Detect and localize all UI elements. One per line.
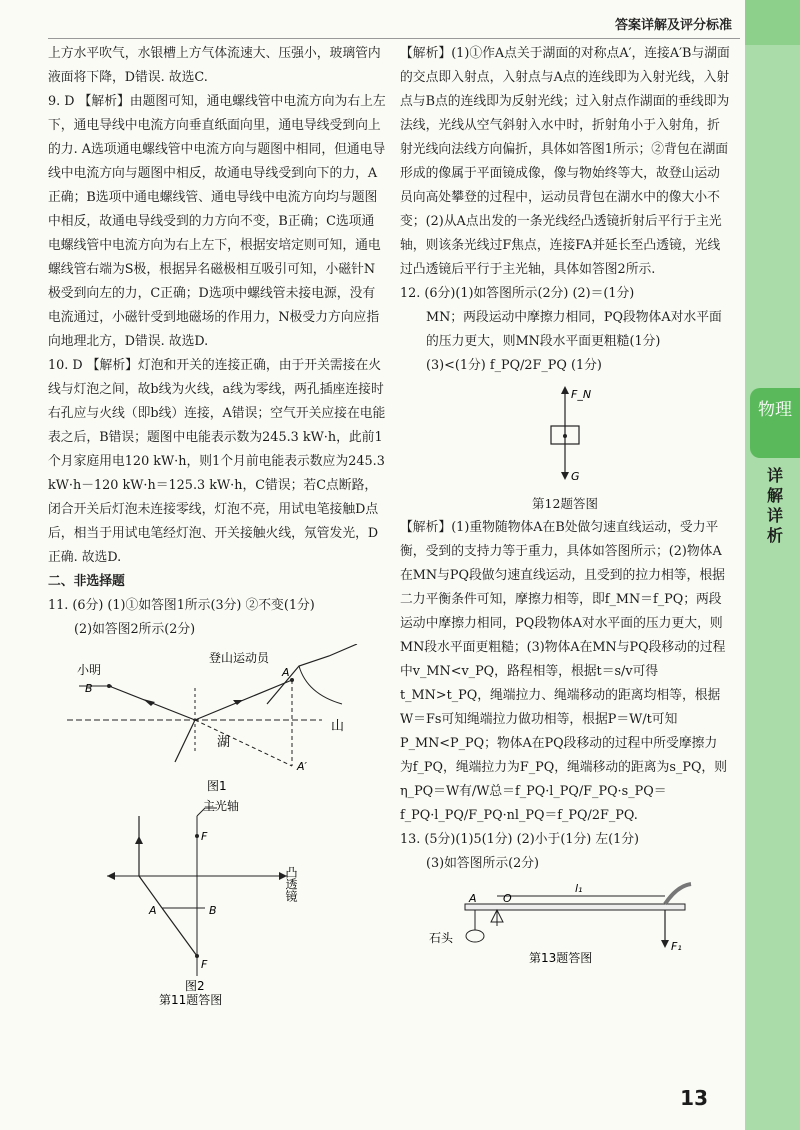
q12-line2: MN；两段运动中摩擦力相同，PQ段物体A对水平面的压力更大，则MN段水平面更粗糙(1分) xyxy=(426,310,722,349)
label-A: A xyxy=(469,892,477,905)
q11-line1: 11. (6分) (1)①如答图1所示(3分) ②不变(1分) xyxy=(48,598,315,613)
label-O: O xyxy=(503,892,512,905)
section-heading: 二、非选择题 xyxy=(48,574,125,589)
figure-11-caption: 第11题答图 xyxy=(159,993,223,1006)
label-B: B xyxy=(85,682,93,695)
right-column xyxy=(400,42,730,970)
label-F1: F₁ xyxy=(671,940,682,953)
q9-text: 9. D 【解析】由题图可知，通电螺线管中电流方向为右上左下，通电导线中电流方向垂直纸面向里，通电导线受到向上的力. A选项通电螺线管中电流方向与题图中相同，但通电导线中电流方向与题图中相反，故通电导线受到向下的力，A正确；B选项中通电螺线管、通电导线中电流方向均与题图中相反，故通电导线受到的力方向不变，B正确；C选项通电螺线管中电流方向为右上左下，根据安培定则可知，通电螺线管右端为S极，根据异名磁极相互吸引可知，小磁针N极受到向左的力，C正确；D选项中螺线管未接电源，没有电流通过，小磁针受到地磁场的作用力，N极受力方向应指向地理北方，D错误. 故选D. xyxy=(48,94,386,349)
q11-line2: (2)如答图2所示(2分) xyxy=(74,622,196,637)
analysis-12: 【解析】(1)重物随物体A在B处做匀速直线运动，受力平衡，受到的支持力等于重力，具体如答图所示；(2)物体A在MN与PQ段做匀速直线运动，且受到的拉力相等，根据二力平衡条件可知，摩擦力相等，即f_MN＝f_PQ；两段运动中摩擦力相同，PQ段物体A对水平面的压力更大，则MN段水平面更粗糙；(3)物体A在MN与PQ段移动的过程中v_MN<v_PQ，路程相等，根据t＝s/v可得t_MN>t_PQ，绳端拉力、绳端移动的距离均相等，根据W＝Fs可知绳端拉力做功相等，根据P＝W/t可知P_MN<P_PQ；物体A在PQ段移动的过程中所受摩擦力为f_PQ，绳端拉力为F_PQ，绳端移动的距离为s_PQ，则η_PQ＝W有/W总＝f_PQ·l_PQ/F_PQ·s_PQ＝f_PQ·l_PQ/F_PQ·nl_PQ＝f_PQ/2F_PQ. xyxy=(400,520,728,823)
figure-13-caption: 第13题答图 xyxy=(529,951,593,965)
header-title: 答案详解及评分标准 xyxy=(614,18,732,33)
figure-12-force xyxy=(465,380,665,490)
figure-2-lens xyxy=(87,796,347,1006)
label-B: B xyxy=(209,904,217,917)
q13-line2: (3)如答图所示(2分) xyxy=(426,856,540,871)
q10-text: 10. D 【解析】灯泡和开关的连接正确，由于开关需接在火线与灯泡之间，故b线为火线，a线为零线，两孔插座连接时右孔应与火线（即b线）连接，A错误；空气开关应接在电能表之后，B错误；题图中电能表示数为245.3 kW·h，此前1个月家庭用电120 kW·h，则1个月前电能表示数应为245.3 kW·h－120 kW·h＝125.3 kW·h，C错误；若C点断路，闭合开关后灯泡未连接零线，灯泡不亮，用试电笔接触D点后，相当于用试电笔经灯泡、开关接触火线，氖管发光，D正确. 故选D. xyxy=(48,358,386,565)
label-F-top: F xyxy=(201,830,208,843)
label-mountain: 山 xyxy=(331,719,345,734)
q12-line1: 12. (6分)(1)如答图所示(2分) (2)＝(1分) xyxy=(400,286,635,301)
label-A-prime: A′ xyxy=(297,760,308,773)
label-principal-axis: 主光轴 xyxy=(203,799,240,813)
figure-1-reflection xyxy=(67,644,367,794)
figure-1-caption: 图1 xyxy=(207,779,227,793)
label-lens: 凸透镜 xyxy=(284,866,298,902)
left-column xyxy=(48,42,386,1008)
label-G: G xyxy=(571,470,580,483)
label-FN: F_N xyxy=(571,388,592,401)
label-lake: 湖 xyxy=(217,735,231,750)
figure-12-caption: 第12题答图 xyxy=(532,496,598,511)
label-stone: 石头 xyxy=(429,931,454,945)
figure-13-lever xyxy=(425,878,705,968)
q12-line3: (3)<(1分) f_PQ/2F_PQ (1分) xyxy=(426,358,602,373)
side-label: 详解详析 xyxy=(766,466,783,545)
label-F-bottom: F xyxy=(201,958,208,971)
label-A: A xyxy=(282,666,290,679)
header-divider xyxy=(48,38,740,39)
label-l1: l₁ xyxy=(575,882,583,895)
label-ming: 小明 xyxy=(77,663,102,677)
page-number: 13 xyxy=(680,1086,708,1110)
intro-text: 上方水平吹气，水银槽上方气体流速大、压强小，玻璃管内液面将下降，D错误. 故选C. xyxy=(48,46,381,85)
label-A: A xyxy=(149,904,157,917)
figure-2-caption: 图2 xyxy=(185,979,205,993)
q13-line1: 13. (5分)(1)5(1分) (2)小于(1分) 左(1分) xyxy=(400,832,640,847)
subject-tab: 物理 xyxy=(750,388,800,458)
side-decoration-bar xyxy=(745,0,800,1130)
label-mountaineer: 登山运动员 xyxy=(209,651,270,665)
analysis-11: 【解析】(1)①作A点关于湖面的对称点A′，连接A′B与湖面的交点即入射点，入射点与A点的连线即为入射光线，入射点与B点的连线即为反射光线；过入射点作湖面的垂线即为法线，光线从空气斜射入水中时，折射角小于入射角，折射光线向法线方向偏折，具体如答图1所示；②背包在湖面形成的像属于平面镜成像，像与物始终等大，故登山运动员向高处攀登的过程中，运动员背包在湖水中的像大小不变；(2)从A点出发的一条光线经凸透镜折射后平行于主光轴，则该条光线过F焦点，连接FA并延长至凸透镜，光线过凸透镜后平行于主光轴，具体如答图2所示. xyxy=(400,46,730,277)
